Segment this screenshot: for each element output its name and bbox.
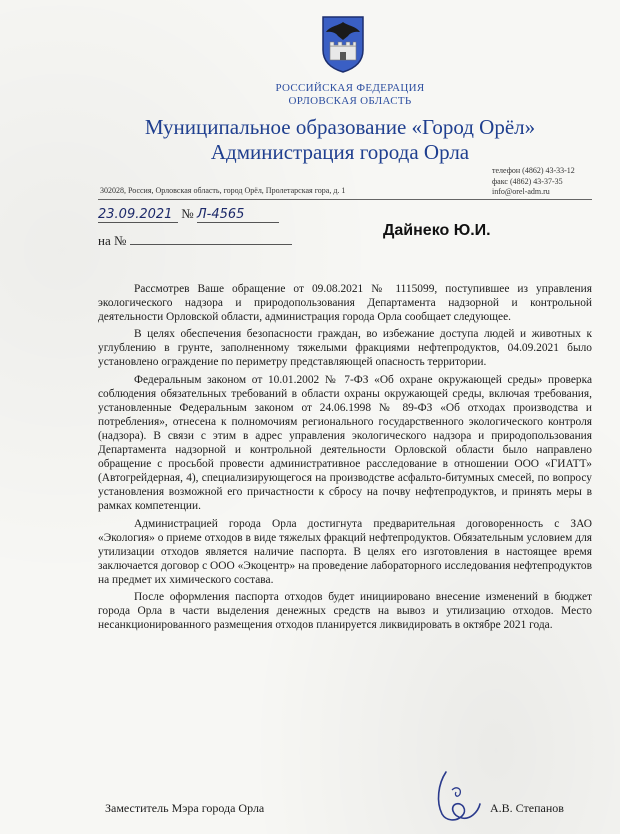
fax-text: факс (4862) 43-37-35 [492,176,563,186]
contact-block [492,166,575,198]
reply-to-blank [130,232,292,245]
body-paragraph: Администрацией города Орла достигнута предварительная договоренность с ЗАО «Экология» о приеме отходов в виде тяжелых фракций нефтепродуктов. Обязательным условием для утилизации отходов является наличие паспорта. В целях его изготовления в настоящее время заключается договор с ООО «Экоцентр» на проведение лабораторного исследования нефтепродуктов на предмет их химического состава. [98,517,592,586]
city-coat-of-arms-icon [320,14,366,74]
signatory-role: Заместитель Мэра города Орла [105,801,265,815]
header-divider [98,199,592,200]
country-heading: РОССИЙСКАЯ ФЕДЕРАЦИЯ [275,82,425,94]
administration-title: Администрация города Орла [210,140,470,164]
body-paragraph: В целях обеспечения безопасности граждан, во избежание доступа людей и животных к углублению в грунте, заполненному тяжелыми фракциями нефтепродуктов, 04.09.2021 было установлено ограждение по периметру представляющей опасность территории. [98,328,592,369]
municipality-title: Муниципальное образование «Город Орёл» [144,115,536,139]
phone-text: телефон (4862) 43-33-12 [492,166,575,175]
email-text: info@orel-adm.ru [492,187,550,196]
letter-date: 23.09.2021 [98,207,178,223]
postal-address: 302028, Россия, Орловская область, город Орёл, Пролетарская гора, д. 1 [100,186,346,195]
body-paragraph: После оформления паспорта отходов будет инициировано внесение изменений в бюджет города Орла в части выделения денежных средств на вывоз и утилизацию отходов. Место несанкционированного размещения отходов планируется ликвидировать в октябре 2021 года. [98,590,592,632]
recipient-name: Дайнеко Ю.И. [383,222,491,239]
number-label: № [181,206,194,221]
letter-body [98,282,592,635]
region-heading: ОРЛОВСКАЯ ОБЛАСТЬ [288,95,412,107]
reference-line [98,206,279,223]
signatory-name: А.В. Степанов [490,801,564,815]
reply-to-label: на № [98,233,127,248]
reply-to-line [98,232,292,249]
body-paragraph: Рассмотрев Ваше обращение от 09.08.2021 № 1115099, поступившее из управления экологического надзора и природопользования Департамента надзорной и контрольной деятельности Орловской области, администрация города Орла сообщает следующее. [98,283,592,324]
handwritten-signature-icon [432,768,484,824]
body-paragraph: Федеральным законом от 10.01.2002 № 7-ФЗ «Об охране окружающей среды» проверка соблюдения обязательных требований в области охраны окружающей среды, включая требования, установленные Федеральным законом от 24.06.1998 № 89-ФЗ «Об отходах производства и потребления», отнесена к полномочиям регионального государственного экологического контроля (надзора). В связи с этим в адрес управления экологического надзора и природопользования Департамента надзорной и контрольной деятельности Орловской области было направлено обращение с просьбой провести административное расследование в отношении ООО «ГИАТТ» (Автогрейдерная, 4), специализирующегося на производстве асфальто-битумных смесей, по вопросу установления возможной его причастности к сбросу на почву нефтепродуктов, и принять меры в рамках компетенции. [98,373,592,513]
letter-number: Л-4565 [197,207,279,223]
